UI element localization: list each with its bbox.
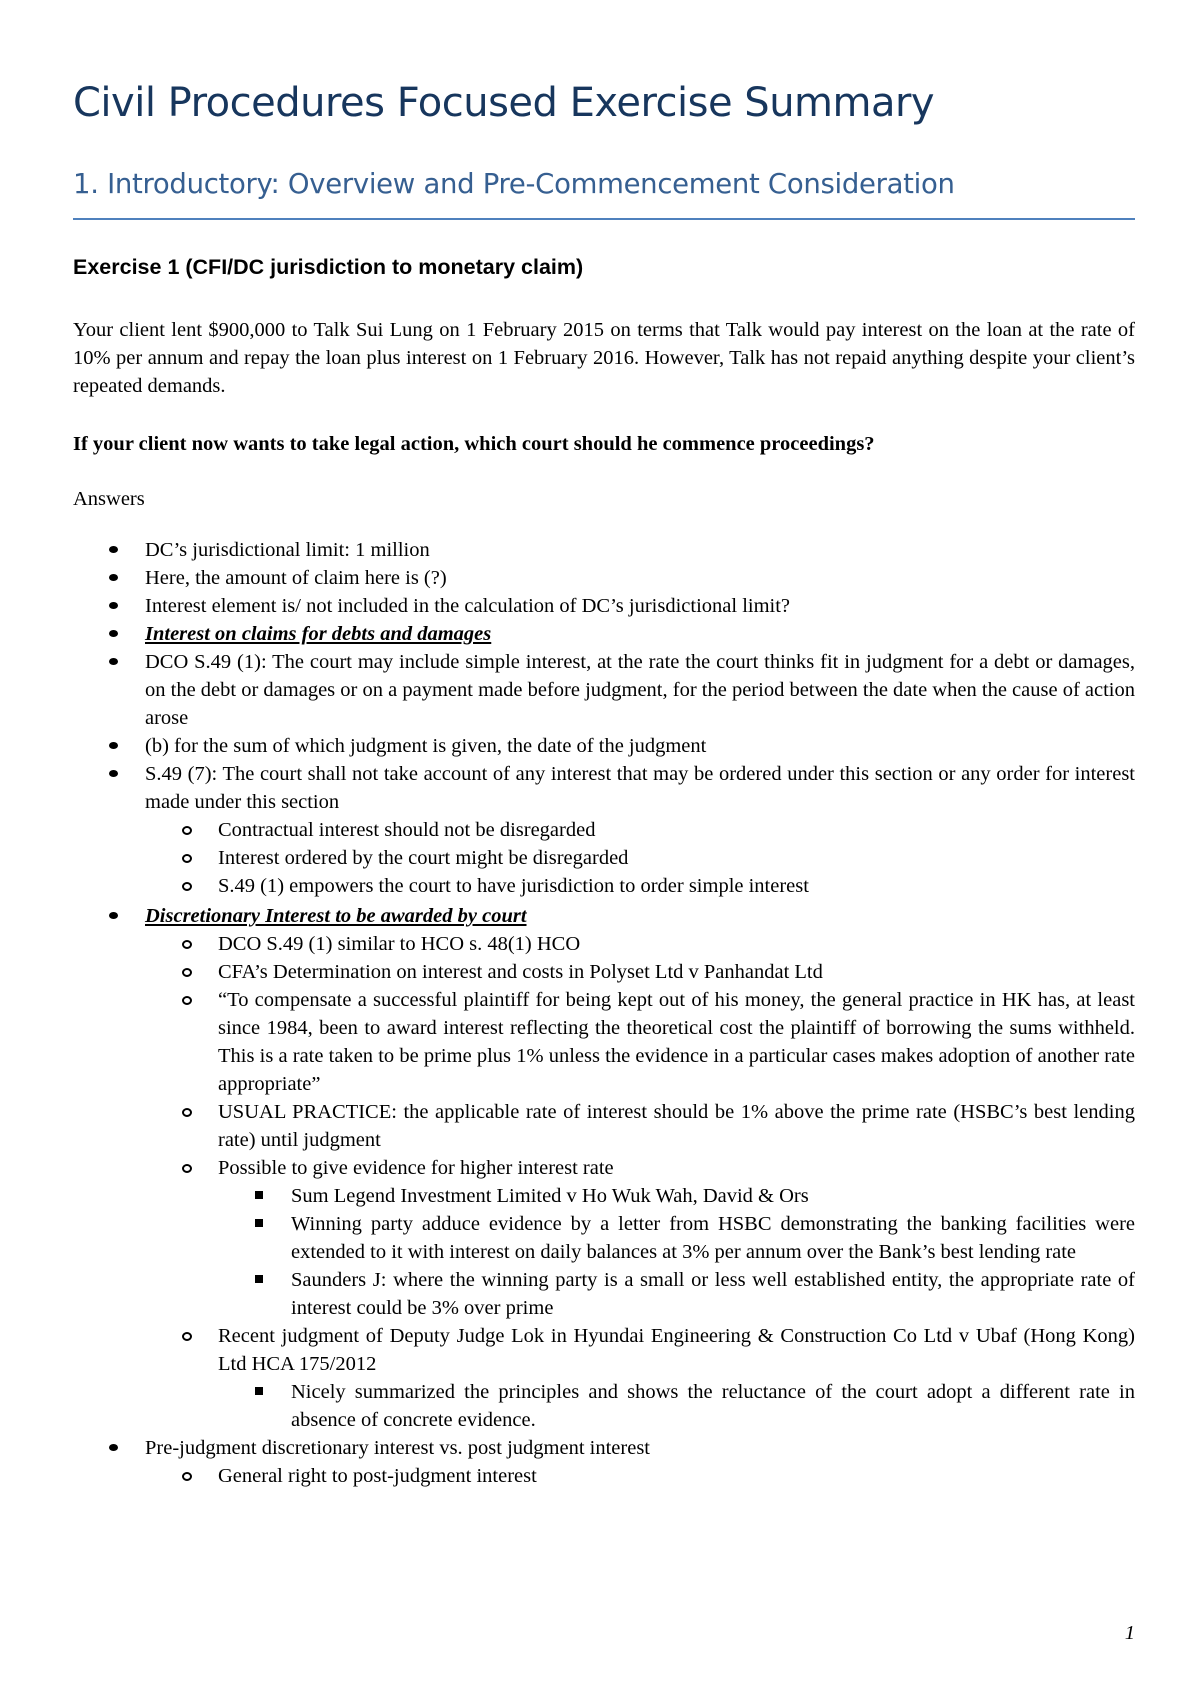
list-item: Nicely summarized the principles and shows the reluctance of the court adopt a different rate in absence of concrete evidence. — [73, 1378, 1135, 1434]
list-item: DCO S.49 (1) similar to HCO s. 48(1) HCO — [73, 930, 1135, 958]
circle-bullet-icon — [182, 968, 192, 977]
circle-bullet-icon — [182, 1164, 192, 1173]
bullet-icon — [109, 602, 118, 609]
list-item — [73, 902, 1135, 930]
list-item: (b) for the sum of which judgment is given, the date of the judgment — [73, 732, 1135, 760]
circle-bullet-icon — [182, 1472, 192, 1481]
circle-bullet-icon — [182, 996, 192, 1005]
list-item: Here, the amount of claim here is (?) — [73, 564, 1135, 592]
exercise-heading: Exercise 1 (CFI/DC jurisdiction to monetary claim) — [73, 255, 584, 279]
interest-claims-list — [73, 620, 1135, 900]
list-item: DC’s jurisdictional limit: 1 million — [73, 536, 1135, 564]
bullet-icon — [109, 630, 118, 637]
list-item: General right to post-judgment interest — [73, 1462, 1135, 1490]
list-item: “To compensate a successful plaintiff for being kept out of his money, the general practice in HK has, at least since 1984, been to award interest reflecting the theoretical cost the plaintiff of borrowing the sums withheld. This is a rate taken to be prime plus 1% unless the evidence in a particular cases makes adoption of another rate appropriate” — [73, 986, 1135, 1098]
list-item: USUAL PRACTICE: the applicable rate of interest should be 1% above the prime rate (HSBC’s best lending rate) until judgment — [73, 1098, 1135, 1154]
list-item: Saunders J: where the winning party is a small or less well established entity, the appropriate rate of interest could be 3% over prime — [73, 1266, 1135, 1322]
list-item: S.49 (1) empowers the court to have jurisdiction to order simple interest — [73, 872, 1135, 900]
bullet-icon — [109, 1444, 118, 1451]
list-heading: Discretionary Interest to be awarded by court — [145, 905, 527, 927]
bullet-icon — [109, 912, 118, 919]
circle-bullet-icon — [182, 826, 192, 835]
square-bullet-icon — [255, 1191, 263, 1199]
list-item: Recent judgment of Deputy Judge Lok in Hyundai Engineering & Construction Co Ltd v Ubaf (Hong Kong) Ltd HCA 175/2012 — [73, 1322, 1135, 1378]
heading-divider — [73, 218, 1135, 220]
circle-bullet-icon — [182, 1108, 192, 1117]
question-text: If your client now wants to take legal action, which court should he commence proceedings? — [73, 433, 875, 455]
list-item — [73, 620, 1135, 648]
list-item: Possible to give evidence for higher interest rate — [73, 1154, 1135, 1182]
bullet-icon — [109, 770, 118, 777]
square-bullet-icon — [255, 1387, 263, 1395]
answers-label: Answers — [73, 488, 145, 510]
document-title: Civil Procedures Focused Exercise Summary — [73, 80, 935, 126]
list-item: S.49 (7): The court shall not take account of any interest that may be ordered under this section or any order for interest made under this section — [73, 760, 1135, 816]
bullet-icon — [109, 658, 118, 665]
section-heading: 1. Introductory: Overview and Pre-Commencement Consideration — [73, 168, 955, 200]
list-item: Interest element is/ not included in the calculation of DC’s jurisdictional limit? — [73, 592, 1135, 620]
list-item: Pre-judgment discretionary interest vs. post judgment interest — [73, 1434, 1135, 1462]
list-item: CFA’s Determination on interest and costs in Polyset Ltd v Panhandat Ltd — [73, 958, 1135, 986]
circle-bullet-icon — [182, 940, 192, 949]
circle-bullet-icon — [182, 882, 192, 891]
list-item: Interest ordered by the court might be disregarded — [73, 844, 1135, 872]
bullet-icon — [109, 742, 118, 749]
discretionary-interest-list — [73, 902, 1135, 1490]
circle-bullet-icon — [182, 854, 192, 863]
bullet-icon — [109, 574, 118, 581]
list-item: DCO S.49 (1): The court may include simple interest, at the rate the court thinks fit in judgment for a debt or damages, on the debt or damages or on a payment made before judgment, for the period between the date when the cause of action arose — [73, 648, 1135, 732]
page-number: 1 — [1124, 1622, 1135, 1644]
list-item: Winning party adduce evidence by a letter from HSBC demonstrating the banking facilities were extended to it with interest on daily balances at 3% per annum over the Bank’s best lending rate — [73, 1210, 1135, 1266]
document-page — [73, 0, 1135, 1698]
list-item: Contractual interest should not be disregarded — [73, 816, 1135, 844]
list-item: Sum Legend Investment Limited v Ho Wuk Wah, David & Ors — [73, 1182, 1135, 1210]
list-heading: Interest on claims for debts and damages — [145, 623, 492, 645]
scenario-paragraph: Your client lent $900,000 to Talk Sui Lung on 1 February 2015 on terms that Talk would pay interest on the loan at the rate of 10% per annum and repay the loan plus interest on 1 February 2016. However, Talk has not repaid anything despite your client’s repeated demands. — [73, 319, 1135, 397]
circle-bullet-icon — [182, 1332, 192, 1341]
answers-list — [73, 536, 1135, 620]
square-bullet-icon — [255, 1219, 263, 1227]
bullet-icon — [109, 546, 118, 553]
square-bullet-icon — [255, 1275, 263, 1283]
